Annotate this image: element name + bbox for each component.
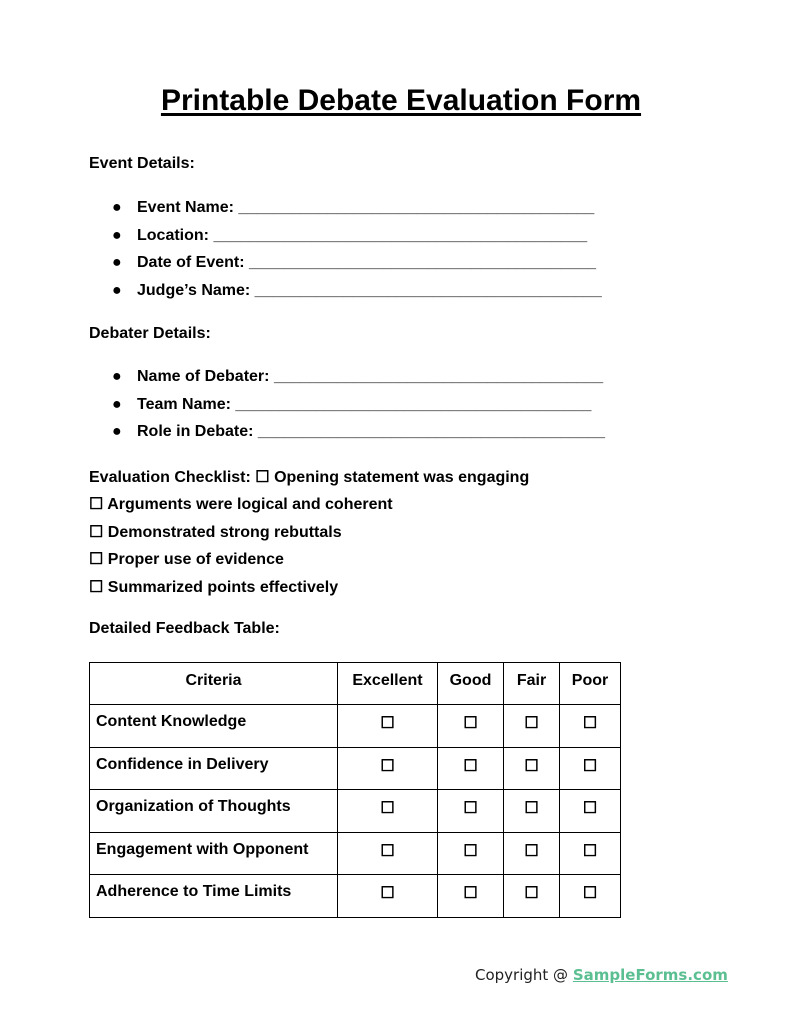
checkbox-icon[interactable]: ☐ — [560, 790, 621, 833]
debater-details-list — [89, 367, 605, 450]
event-details-heading: Event Details: — [89, 155, 195, 172]
blank-line[interactable]: _______________________________________ — [249, 254, 597, 272]
checkbox-icon[interactable]: ☐ — [560, 875, 621, 918]
blank-line[interactable]: __________________________________________ — [213, 226, 588, 244]
bullet-icon: ● — [112, 368, 122, 385]
date-of-event-field[interactable]: ● Date of Event: _______________________________________ — [112, 254, 597, 272]
feedback-table — [89, 662, 621, 918]
checkbox-icon[interactable]: ☐ — [338, 875, 438, 918]
blank-line[interactable]: _______________________________________ — [254, 282, 602, 300]
column-header-fair: Fair — [504, 663, 560, 705]
evaluation-checklist — [89, 464, 529, 601]
checkbox-icon[interactable]: ☐ — [438, 747, 504, 790]
column-header-criteria: Criteria — [90, 663, 338, 705]
checkbox-icon[interactable]: ☐ — [89, 578, 104, 596]
bullet-icon: ● — [112, 423, 122, 441]
table-row — [90, 875, 621, 918]
checkbox-icon[interactable]: ☐ — [89, 496, 104, 514]
checkbox-icon[interactable]: ☐ — [438, 790, 504, 833]
checklist-item[interactable]: Evaluation Checklist: ☐ Opening statement was engaging — [89, 469, 530, 486]
blank-line[interactable]: _______________________________________ — [257, 423, 605, 441]
debater-details-heading: Debater Details: — [89, 325, 211, 342]
event-details-list — [89, 198, 602, 309]
checkbox-icon[interactable]: ☐ — [438, 705, 504, 748]
location-field[interactable]: ● Location: __________________________________________ — [112, 226, 588, 244]
page-title: Printable Debate Evaluation Form — [160, 84, 642, 117]
debater-name-field[interactable]: ● Name of Debater: _____________________________________ — [112, 368, 604, 385]
checklist-item[interactable]: ☐ Summarized points effectively — [89, 578, 339, 596]
bullet-icon: ● — [112, 226, 122, 244]
team-name-field[interactable]: ● Team Name: ________________________________________ — [112, 395, 592, 413]
checkbox-icon[interactable]: ☐ — [560, 705, 621, 748]
checkbox-icon[interactable]: ☐ — [504, 747, 560, 790]
role-in-debate-field[interactable]: ● Role in Debate: _______________________________________ — [112, 423, 605, 441]
checklist-item[interactable]: ☐ Proper use of evidence — [89, 551, 284, 569]
sampleforms-link[interactable]: SampleForms.com — [572, 966, 728, 984]
event-name-field[interactable]: ● Event Name: ________________________________________ — [112, 199, 595, 216]
column-header-good: Good — [438, 663, 504, 705]
criteria-cell: Adherence to Time Limits — [90, 875, 338, 918]
table-header-row — [90, 663, 621, 705]
checkbox-icon[interactable]: ☐ — [255, 469, 270, 486]
judge-name-field[interactable]: ● Judge’s Name: _______________________________________ — [112, 282, 602, 300]
checkbox-icon[interactable]: ☐ — [504, 790, 560, 833]
blank-line[interactable]: _____________________________________ — [273, 368, 604, 385]
bullet-icon: ● — [112, 282, 122, 300]
checkbox-icon[interactable]: ☐ — [338, 747, 438, 790]
checkbox-icon[interactable]: ☐ — [89, 523, 104, 541]
table-row — [90, 747, 621, 790]
checklist-item[interactable]: ☐ Demonstrated strong rebuttals — [89, 523, 342, 541]
criteria-cell: Organization of Thoughts — [90, 790, 338, 833]
checkbox-icon[interactable]: ☐ — [504, 875, 560, 918]
checkbox-icon[interactable]: ☐ — [338, 832, 438, 875]
checklist-heading: Evaluation Checklist: — [89, 469, 251, 486]
checkbox-icon[interactable]: ☐ — [560, 747, 621, 790]
checkbox-icon[interactable]: ☐ — [504, 705, 560, 748]
checkbox-icon[interactable]: ☐ — [438, 875, 504, 918]
copyright-footer: Copyright @ SampleForms.com — [475, 966, 728, 984]
bullet-icon: ● — [112, 254, 122, 272]
bullet-icon: ● — [112, 199, 122, 216]
criteria-cell: Engagement with Opponent — [90, 832, 338, 875]
checkbox-icon[interactable]: ☐ — [438, 832, 504, 875]
column-header-poor: Poor — [560, 663, 621, 705]
checkbox-icon[interactable]: ☐ — [338, 790, 438, 833]
blank-line[interactable]: ________________________________________ — [238, 199, 595, 216]
checkbox-icon[interactable]: ☐ — [504, 832, 560, 875]
table-row — [90, 790, 621, 833]
blank-line[interactable]: ________________________________________ — [235, 395, 592, 413]
criteria-cell: Confidence in Delivery — [90, 747, 338, 790]
table-row — [90, 832, 621, 875]
criteria-cell: Content Knowledge — [90, 705, 338, 748]
checkbox-icon[interactable]: ☐ — [338, 705, 438, 748]
checkbox-icon[interactable]: ☐ — [89, 551, 104, 569]
feedback-table-heading: Detailed Feedback Table: — [89, 620, 280, 637]
column-header-excellent: Excellent — [338, 663, 438, 705]
bullet-icon: ● — [112, 395, 122, 413]
checklist-item[interactable]: ☐ Arguments were logical and coherent — [89, 496, 393, 514]
checkbox-icon[interactable]: ☐ — [560, 832, 621, 875]
table-row — [90, 705, 621, 748]
